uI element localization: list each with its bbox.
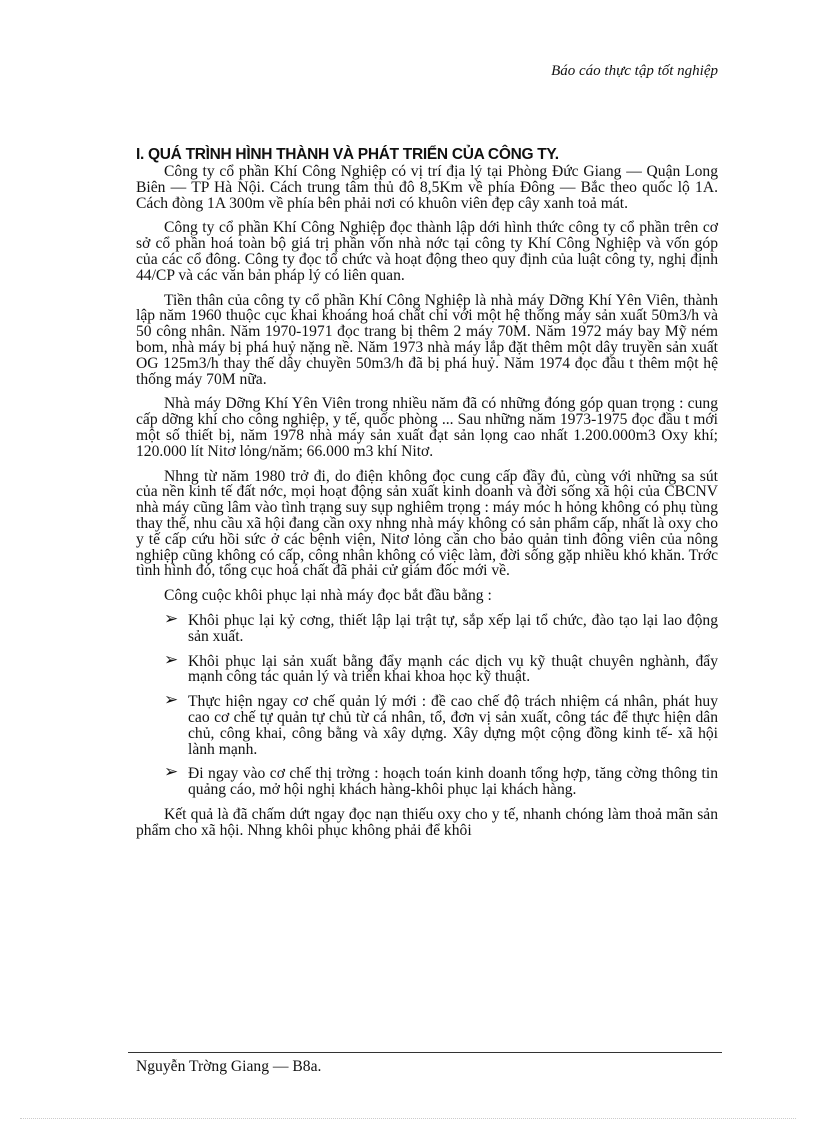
running-header: Báo cáo thực tập tốt nghiệp xyxy=(551,63,718,79)
paragraph-decline: Nhng từ năm 1980 trở đi, do điện không đọc cung cấp đầy đủ, cùng với những sa sút của nền kinh tế đất nớc, mọi hoạt động sản xuất kinh doanh và đời sống xã hội của CBCNV nhà máy cũng lâm vào tình trạng suy sụp nghiêm trọng : máy móc h hỏng không có phụ tùng thay thế, nhu cầu xã hội đang cần oxy nhng nhà máy không có sản phẩm cấp, nhất là oxy cho y tế cấp cứu hồi sức ở các bệnh viện, Nitơ lỏng cần cho bảo quản tinh đông viên của nông nghiệp cũng không có cấp, công nhân không có việc làm, đời sống gặp nhiều khó khăn. Trớc tình hình đó, tổng cục hoá chất đã phải cử giám đốc mới về. xyxy=(136,467,719,580)
body-text xyxy=(136,164,718,847)
list-item xyxy=(136,608,718,645)
list-item xyxy=(136,762,718,799)
list-item xyxy=(136,690,718,758)
footer-author: Nguyễn Trờng Giang — B8a. xyxy=(136,1058,322,1075)
footer-divider xyxy=(128,1052,722,1053)
recovery-bullet-list xyxy=(136,608,718,799)
list-item xyxy=(136,649,718,686)
bullet-text: Khôi phục lại sản xuất bằng đẩy mạnh các dịch vụ kỹ thuật chuyên nghành, đẩy mạnh công tác quản lý và triển khai khoa học kỹ thuật. xyxy=(188,652,718,686)
arrow-bullet-icon: ➢ xyxy=(164,608,179,629)
bullet-text: Khôi phục lại kỷ cơng, thiết lập lại trật tự, sắp xếp lại tổ chức, đào tạo lại lao động sản xuất. xyxy=(188,611,718,645)
paragraph-location: Công ty cổ phần Khí Công Nghiệp có vị trí địa lý tại Phòng Đức Giang — Quận Long Biên — TP Hà Nội. Cách trung tâm thủ đô 8,5Km về phía Đông — Bắc theo quốc lộ 1A. Cách đòng 1A 300m về phía bên phải nơi có khuôn viên đẹp cây xanh toả mát. xyxy=(136,163,718,212)
bullet-text: Đi ngay vào cơ chế thị trờng : hoạch toán kinh doanh tổng hợp, tăng cờng thông tin quảng cáo, mở hội nghị khách hàng-khôi phục lại khách hàng. xyxy=(188,765,718,799)
bullet-text: Thực hiện ngay cơ chế quản lý mới : đề cao chế độ trách nhiệm cá nhân, phát huy cao cơ chế tự quản tự chủ từ cá nhân, tổ, đơn vị sản xuất, công tác để thực hiện dân chủ, công khai, công bằng và xây dựng. Xây dựng một cộng đồng kinh tế- xã hội lành mạnh. xyxy=(188,693,718,758)
paragraph-establishment: Công ty cổ phần Khí Công Nghiệp đọc thành lập dới hình thức công ty cổ phần trên cơ sở cổ phần hoá toàn bộ giá trị phần vốn nhà nớc tại công ty Khí Công Nghiệp và vốn góp của các cổ đông. Công ty đọc tổ chức và hoạt động theo quy định của luật công ty, nghị định 44/CP và các văn bản pháp lý có liên quan. xyxy=(136,219,718,284)
paragraph-history: Tiền thân của công ty cổ phần Khí Công Nghiệp là nhà máy Dỡng Khí Yên Viên, thành lập năm 1960 thuộc cục khai khoáng hoá chất chỉ với một hệ thống máy sản xuất 50m3/h và 50 công nhân. Năm 1970-1971 đọc trang bị thêm 2 máy 70M. Năm 1972 máy bay Mỹ ném bom, nhà máy bị phá huỷ nặng nề. Năm 1973 nhà máy lắp đặt thêm một dây truyền sản xuất OG 125m3/h thay thế dây chuyền 50m3/h đã bị phá huỷ. Năm 1974 đọc đầu t thêm một hệ thống máy 70M nữa. xyxy=(136,291,718,388)
paragraph-result: Kết quả là đã chấm dứt ngay đọc nạn thiếu oxy cho y tế, nhanh chóng làm thoả mãn sản phẩm cho xã hội. Nhng khôi phục không phải để khôi xyxy=(136,805,718,839)
paragraph-contributions: Nhà máy Dỡng Khí Yên Viên trong nhiều năm đã có những đóng góp quan trọng : cung cấp dỡng khí cho công nghiệp, y tế, quốc phòng ... Sau những năm 1973-1975 đọc đầu t mới một số thiết bị, năm 1978 nhà máy sản xuất đạt sản lọng cao nhất 1.200.000m3 Oxy khí; 120.000 lít Nitơ lỏng/năm; 66.000 m3 khí Nitơ. xyxy=(136,395,718,460)
arrow-bullet-icon: ➢ xyxy=(164,649,179,670)
section-heading: I. QUÁ TRÌNH HÌNH THÀNH VÀ PHÁT TRIỂN CỦA CÔNG TY. xyxy=(136,146,559,163)
page-bottom-edge xyxy=(20,1118,796,1119)
arrow-bullet-icon: ➢ xyxy=(164,690,179,711)
arrow-bullet-icon: ➢ xyxy=(164,762,179,783)
paragraph-recovery-intro: Công cuộc khôi phục lại nhà máy đọc bắt đầu bằng : xyxy=(164,587,492,605)
